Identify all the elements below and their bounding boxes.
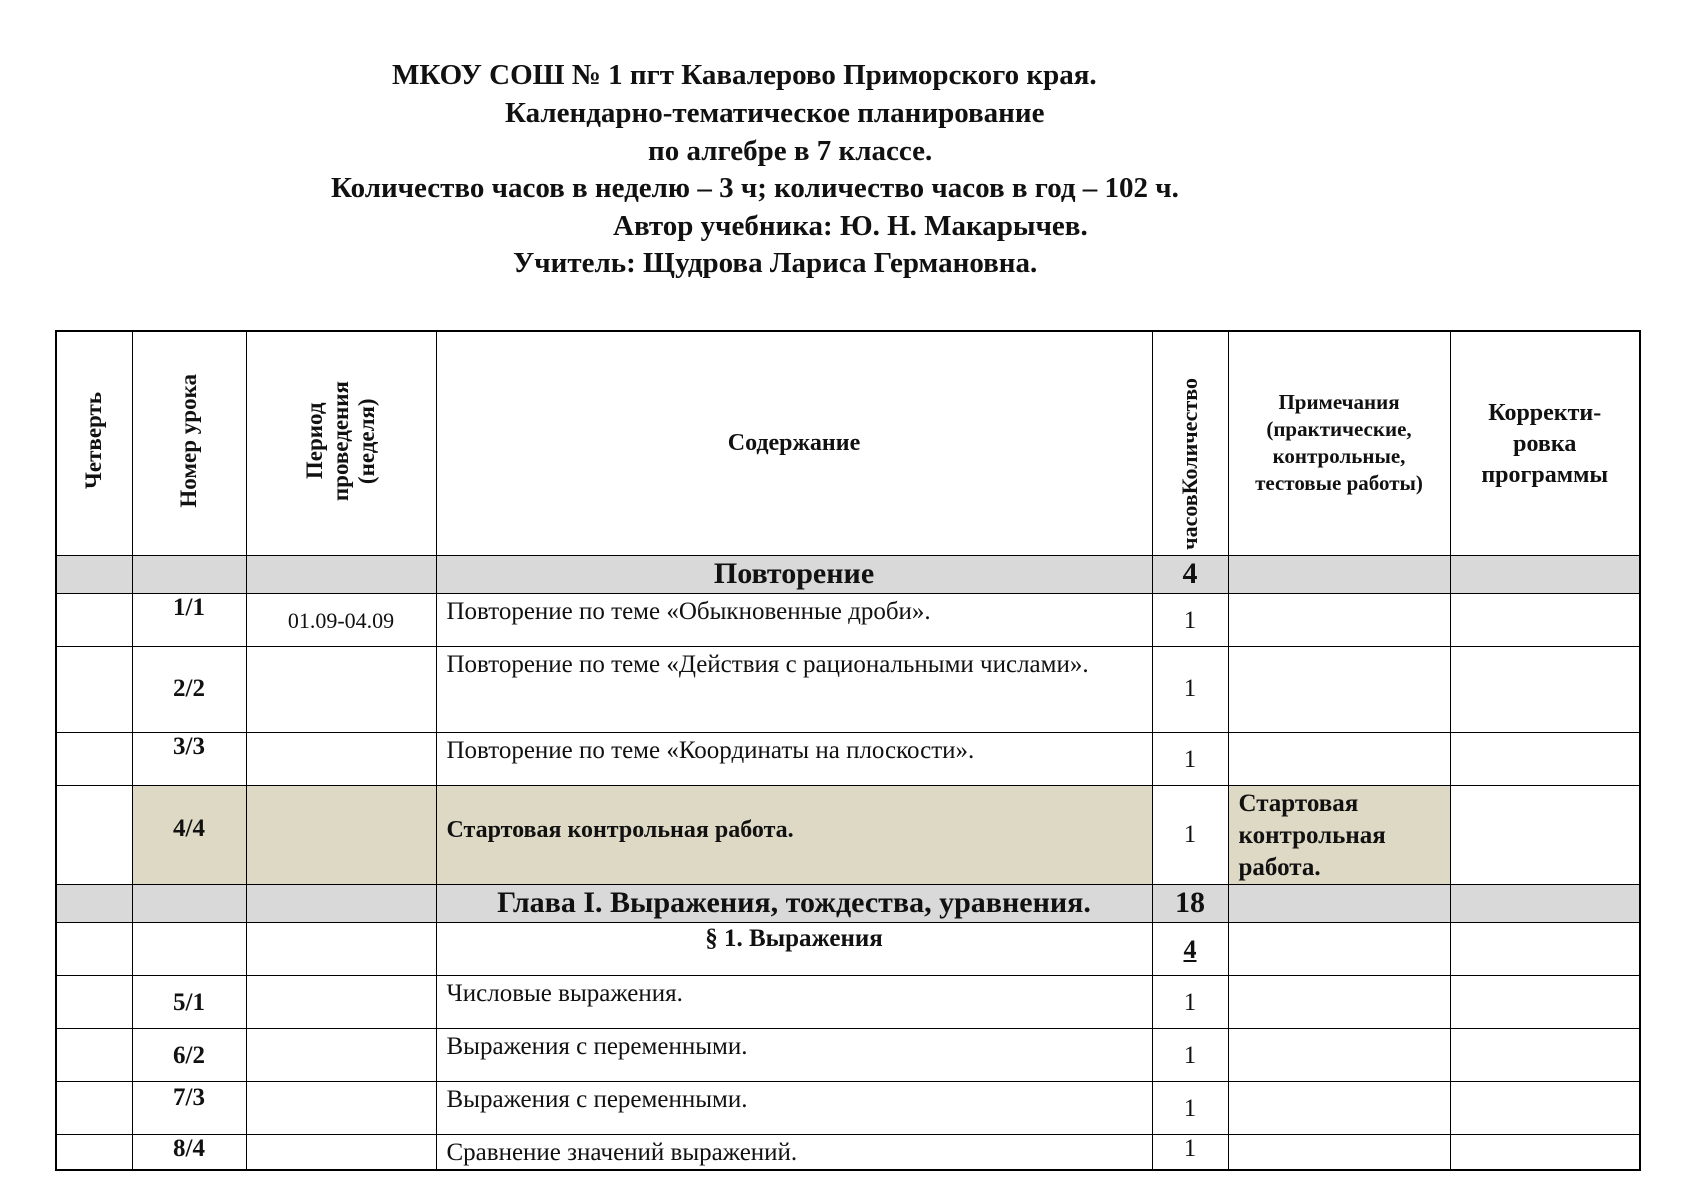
document-title: Календарно-тематическое планирование [505, 97, 1045, 129]
lesson-number: 2/2 [132, 646, 246, 732]
hours-info: Количество часов в неделю – 3 ч; количество часов в год – 102 ч. [331, 172, 1179, 204]
table-row [56, 1028, 1640, 1081]
subject-class: по алгебре в 7 классе. [648, 135, 933, 167]
lesson-number: 4/4 [132, 785, 246, 884]
col-period-label: Период проведения (неделя) [302, 380, 379, 501]
section-hours: 18 [1152, 884, 1228, 922]
lesson-period [246, 646, 436, 732]
col-lesson-number-header [132, 331, 246, 555]
textbook-author: Автор учебника: Ю. Н. Макарычев. [613, 210, 1088, 242]
table-header-row [56, 331, 1640, 555]
school-name: МКОУ СОШ № 1 пгт Кавалерово Приморского края. [392, 59, 1097, 91]
lesson-hours: 1 [1152, 646, 1228, 732]
col-quarter-label: Четверть [81, 392, 107, 490]
section-row-repetition [56, 555, 1640, 593]
section-title: Глава I. Выражения, тождества, уравнения. [436, 884, 1152, 922]
section-row-chapter-1 [56, 884, 1640, 922]
lesson-hours: 1 [1152, 1081, 1228, 1134]
paragraph-title: § 1. Выражения [436, 922, 1152, 975]
paragraph-row [56, 922, 1640, 975]
lesson-content: Сравнение значений выражений. [436, 1134, 1152, 1170]
lesson-content: Повторение по теме «Обыкновенные дроби». [436, 593, 1152, 646]
control-work-row [56, 785, 1640, 884]
lesson-number: 3/3 [132, 732, 246, 785]
paragraph-hours: 4 [1152, 922, 1228, 975]
col-quarter-header [56, 331, 132, 555]
col-period-header [246, 331, 436, 555]
lesson-content: Выражения с переменными. [436, 1081, 1152, 1134]
lesson-hours: 1 [1152, 1134, 1228, 1170]
lesson-number: 1/1 [132, 593, 246, 646]
lesson-number: 7/3 [132, 1081, 246, 1134]
lesson-hours: 1 [1152, 785, 1228, 884]
lesson-period [246, 732, 436, 785]
lesson-number: 6/2 [132, 1028, 246, 1081]
lesson-content: Повторение по теме «Действия с рациональными числами». [436, 646, 1152, 732]
lesson-number: 5/1 [132, 975, 246, 1028]
col-lesson-number-label: Номер урока [176, 373, 201, 508]
col-correction-header: Корректи- ровка программы [1450, 331, 1640, 555]
table-row [56, 975, 1640, 1028]
lesson-hours: 1 [1152, 975, 1228, 1028]
section-title: Повторение [436, 555, 1152, 593]
lesson-content: Выражения с переменными. [436, 1028, 1152, 1081]
lesson-number: 8/4 [132, 1134, 246, 1170]
section-hours: 4 [1152, 555, 1228, 593]
planning-table [55, 330, 1641, 1171]
lesson-hours: 1 [1152, 593, 1228, 646]
lesson-content: Повторение по теме «Координаты на плоскости». [436, 732, 1152, 785]
teacher-name: Учитель: Щудрова Лариса Германовна. [513, 247, 1038, 279]
table-row [56, 593, 1640, 646]
col-hours-header [1152, 331, 1228, 555]
lesson-note: Стартовая контрольная работа. [1228, 785, 1450, 884]
lesson-period: 01.09-04.09 [246, 593, 436, 646]
lesson-hours: 1 [1152, 732, 1228, 785]
table-row [56, 732, 1640, 785]
col-content-header: Содержание [436, 331, 1152, 555]
col-hours-label: часовКоличество [1177, 377, 1202, 550]
lesson-hours: 1 [1152, 1028, 1228, 1081]
table-row [56, 646, 1640, 732]
table-row [56, 1081, 1640, 1134]
lesson-content: Стартовая контрольная работа. [436, 785, 1152, 884]
lesson-content: Числовые выражения. [436, 975, 1152, 1028]
col-notes-header: Примечания (практические, контрольные, тестовые работы) [1228, 331, 1450, 555]
table-row [56, 1134, 1640, 1170]
